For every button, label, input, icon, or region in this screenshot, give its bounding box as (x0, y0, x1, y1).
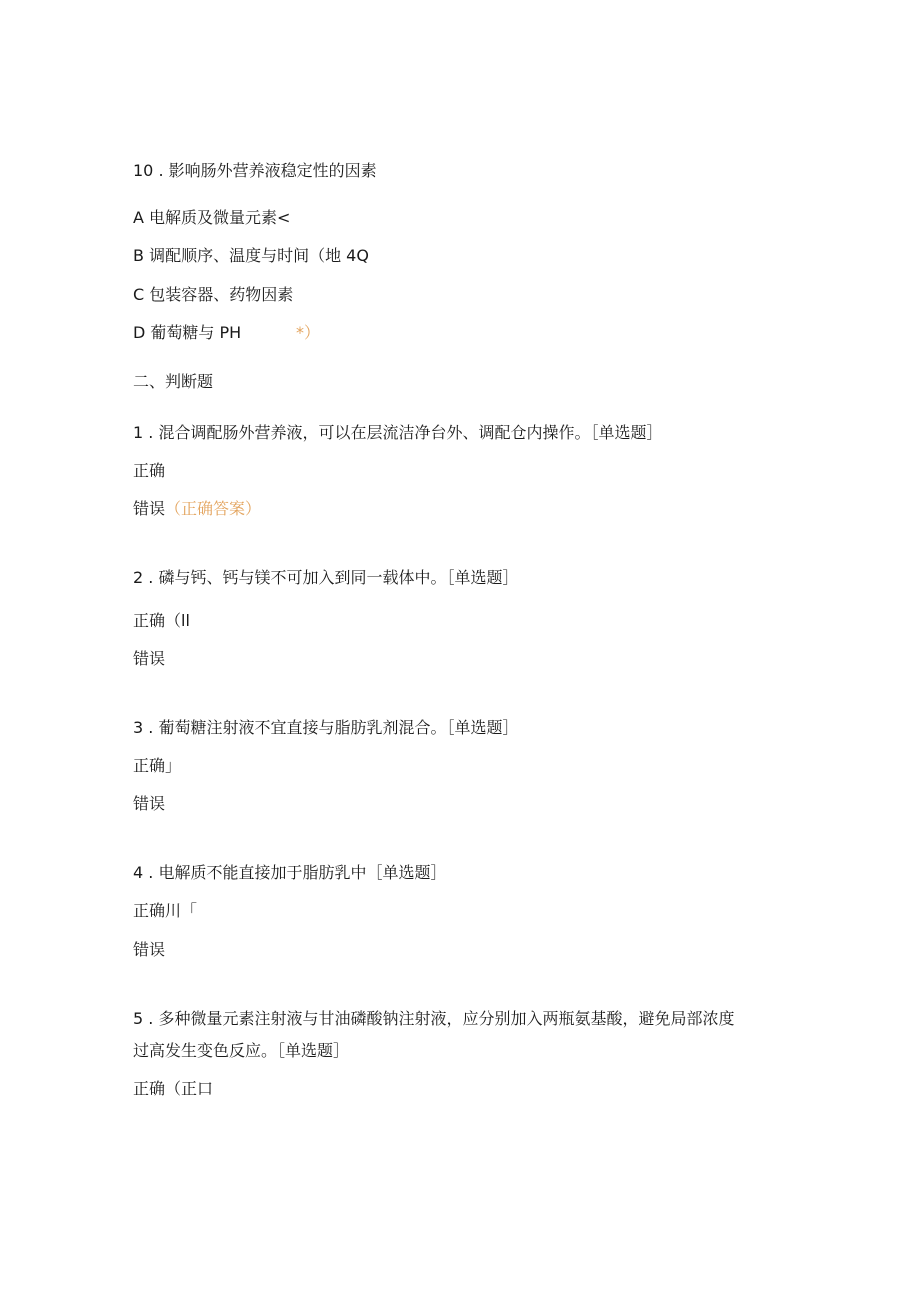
option-label: 正确 (133, 461, 166, 480)
section-heading: 二、判断题 (133, 372, 214, 391)
question-4-title: 4 . 电解质不能直接加于脂肪乳中［单选题］ (133, 863, 447, 882)
q2-option-false[interactable] (133, 648, 165, 670)
option-label: 错误 (133, 499, 166, 518)
question-1-title: 1 . 混合调配肠外营养液，可以在层流洁净台外、调配仓内操作。［单选题］ (133, 423, 663, 442)
q3-option-true[interactable] (133, 755, 181, 777)
option-label: 正确」 (133, 756, 182, 775)
q4-option-true[interactable] (133, 900, 197, 922)
option-label: B 调配顺序、温度与时间（地 4Q (133, 246, 369, 265)
option-label: 错误 (133, 649, 166, 668)
q10-option-a[interactable] (133, 207, 290, 229)
q5-option-true[interactable] (133, 1078, 213, 1100)
q1-option-true[interactable] (133, 460, 165, 482)
option-label: 正确（正口 (133, 1079, 214, 1098)
option-label: 错误 (133, 794, 166, 813)
question-10-title: 10 . 影响肠外营养液稳定性的因素 (133, 161, 377, 180)
option-label: A 电解质及微量元素< (133, 208, 291, 227)
option-label: 正确川「 (133, 901, 198, 920)
option-label: D 葡萄糖与 PH (133, 323, 242, 342)
question-5-title-line2: 过高发生变色反应。［单选题］ (133, 1041, 350, 1060)
q1-option-false[interactable] (133, 498, 261, 520)
answer-note: *） (296, 323, 321, 342)
q3-option-false[interactable] (133, 793, 165, 815)
q4-option-false[interactable] (133, 939, 165, 961)
question-5-title-line1: 5 . 多种微量元素注射液与甘油磷酸钠注射液，应分别加入两瓶氨基酸，避免局部浓度 (133, 1009, 735, 1028)
option-label: C 包装容器、药物因素 (133, 285, 294, 304)
question-2-title: 2 . 磷与钙、钙与镁不可加入到同一载体中。［单选题］ (133, 568, 519, 587)
q10-option-c[interactable] (133, 284, 293, 306)
correct-answer-note: （正确答案） (165, 499, 262, 518)
q10-option-d[interactable] (133, 322, 321, 344)
option-label: 错误 (133, 940, 166, 959)
q2-option-true[interactable] (133, 610, 190, 632)
question-3-title: 3 . 葡萄糖注射液不宜直接与脂肪乳剂混合。［单选题］ (133, 718, 519, 737)
q10-option-b[interactable] (133, 245, 369, 267)
option-label: 正确（ll (133, 611, 190, 630)
